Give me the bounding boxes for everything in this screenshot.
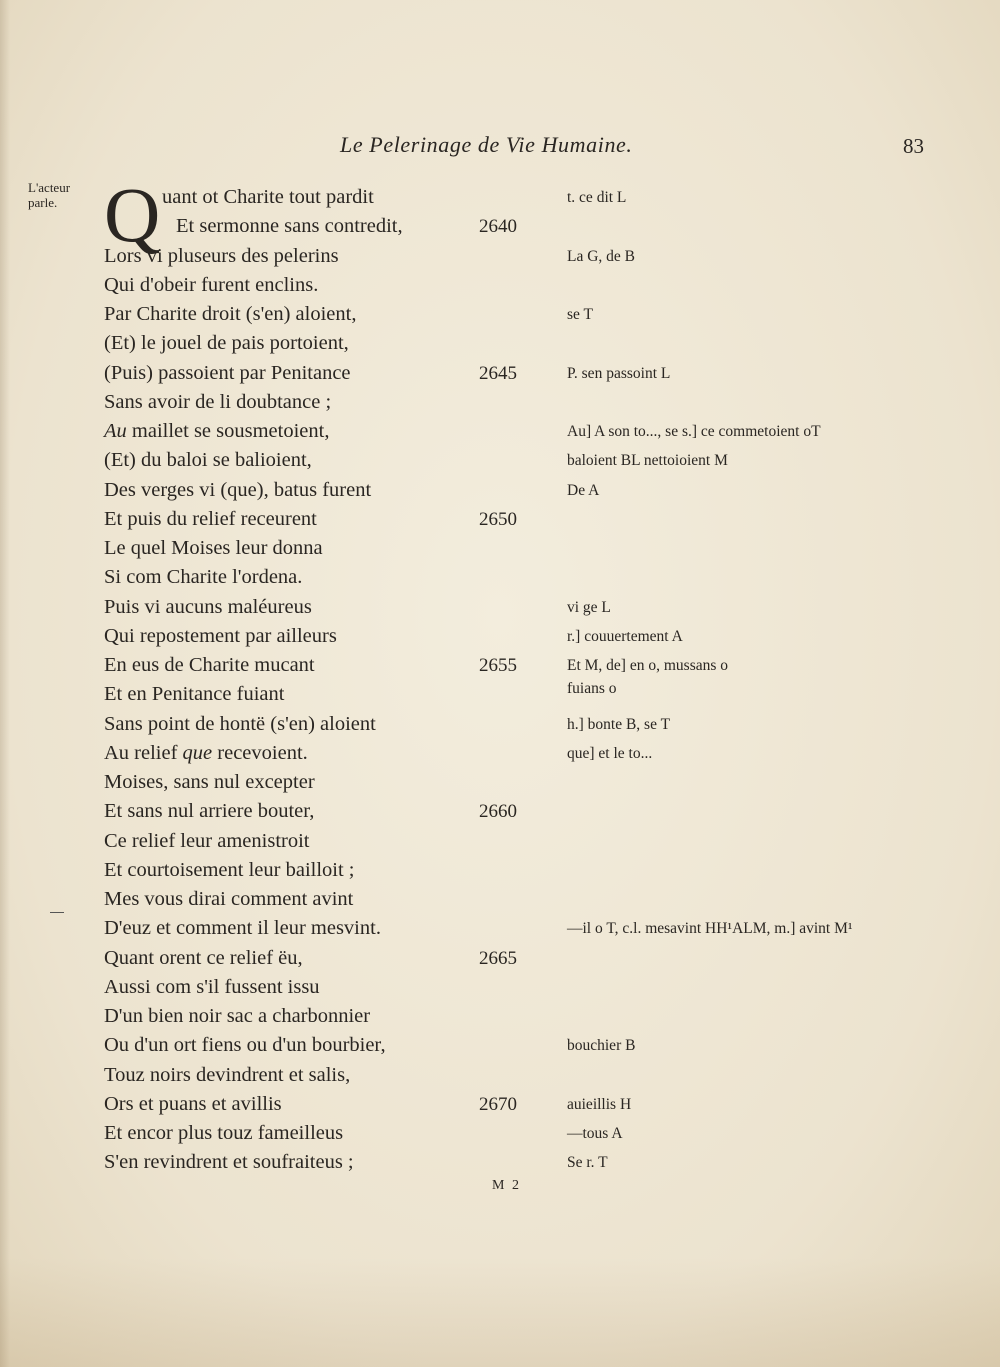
verse-line (0, 1061, 560, 1090)
verse-line (0, 388, 560, 417)
signature-mark: M 2 (492, 1178, 521, 1193)
page-number: 83 (903, 134, 924, 158)
verse-line (0, 797, 560, 826)
variant-reading: baloient BL nettoioient M (567, 452, 728, 470)
variant-reading: —tous A (567, 1125, 623, 1142)
verse-text: Touz noirs devindrent et salis, (104, 1063, 351, 1086)
verse-text: Sans avoir de li doubtance ; (104, 390, 332, 413)
verse-text: Et courtoisement leur bailloit ; (104, 858, 355, 881)
verse-text: Ce relief leur amenistroit (104, 829, 310, 852)
verse-line (0, 739, 560, 768)
page-bottom-stain (0, 1257, 1000, 1367)
variant-readings-column (567, 183, 987, 1178)
variant-reading: vi ge L (567, 598, 611, 616)
verse-line (0, 768, 560, 797)
verse-text: Mes vous dirai comment avint (104, 888, 354, 910)
drop-cap-initial: Q (104, 171, 161, 258)
variant-reading: —il o T, c.l. mesavint HH¹ALM, m.] avint M¹ (567, 920, 853, 938)
verse-line (0, 1002, 560, 1031)
verse-line (0, 680, 560, 709)
verse-text: Et sans nul arriere bouter, (104, 800, 315, 823)
marginal-note-line: parle. (28, 195, 58, 210)
verse-text: (Puis) passoient par Penitance (104, 361, 351, 384)
verse-line (0, 563, 560, 592)
verse-line (0, 885, 560, 914)
verse-line (0, 505, 560, 534)
verse-text: Par Charite droit (s'en) aloient, (104, 303, 357, 325)
verse-text: Au relief que recevoient. (104, 741, 308, 764)
line-number: 2655 (479, 655, 517, 676)
verse-line (0, 417, 560, 446)
verse-text: Ou d'un ort fiens ou d'un bourbier, (104, 1034, 386, 1057)
verse-line (0, 476, 560, 505)
line-number: 2660 (479, 801, 517, 823)
variant-reading: t. ce dit L (567, 189, 627, 206)
verse-text: En eus de Charite mucant (104, 654, 315, 676)
variant-reading: h.] bonte B, se T (567, 715, 671, 733)
verse-text: (Et) du baloi se balioient, (104, 449, 312, 472)
verse-text: Et encor plus touz fameilleus (104, 1122, 344, 1144)
verse-text: Des verges vi (que), batus furent (104, 478, 372, 501)
verse-line (0, 271, 560, 300)
line-number: 2650 (479, 508, 517, 530)
verse-text: Sans point de hontë (s'en) aloient (104, 712, 376, 735)
verse-text: Si com Charite l'ordena. (104, 566, 303, 589)
line-number: 2645 (479, 362, 517, 384)
variant-reading: se T (567, 306, 593, 323)
verse-line (0, 1119, 560, 1148)
italic-word: que (182, 741, 213, 764)
verse-line (0, 651, 560, 680)
verse-line (0, 827, 560, 856)
variant-reading: r.] couuertement A (567, 627, 683, 645)
verse-line (0, 622, 560, 651)
verse-text: Quant orent ce relief ëu, (104, 946, 303, 969)
verse-text: Puis vi aucuns maléureus (104, 595, 312, 618)
verse-line (0, 944, 560, 973)
line-number: 2640 (479, 216, 517, 238)
verse-text: D'euz et comment il leur mesvint. (104, 917, 381, 940)
verse-text: Lors vi pluseurs des pelerins (104, 244, 339, 267)
variant-reading: que] et le to... (567, 744, 653, 762)
verse-text: Aussi com s'il fussent issu (104, 975, 320, 998)
line-number: 2665 (479, 947, 517, 969)
variant-reading: fuians o (567, 680, 617, 698)
verse-text: uant ot Charite tout pardit (162, 186, 374, 208)
marginal-note-line: L'acteur (28, 180, 71, 195)
verse-text: Qui repostement par ailleurs (104, 624, 337, 647)
verse-line (0, 1148, 560, 1177)
verse-line (0, 446, 560, 475)
verse-line (0, 914, 560, 943)
verse-line (0, 183, 560, 212)
verse-line (0, 359, 560, 388)
verse-line (0, 534, 560, 563)
verse-line (0, 973, 560, 1002)
verse-text: Et sermonne sans contredit, (176, 215, 403, 238)
verse-text: Au maillet se sousmetoient, (104, 420, 330, 442)
verse-column (0, 183, 560, 1178)
verse-line (0, 593, 560, 622)
variant-reading: De A (567, 481, 600, 499)
verse-line (0, 212, 560, 241)
verse-text: S'en revindrent et soufraiteus ; (104, 1151, 354, 1174)
variant-reading: Se r. T (567, 1154, 608, 1172)
verse-text: D'un bien noir sac a charbonnier (104, 1005, 371, 1027)
verse-line (0, 242, 560, 271)
variant-reading: Et M, de] en o, mussans o (567, 657, 729, 674)
variant-reading: auieillis H (567, 1095, 632, 1113)
verse-line (0, 300, 560, 329)
variant-reading: Au] A son to..., se s.] ce commetoient oT (567, 423, 821, 440)
variant-reading: La G, de B (567, 247, 636, 265)
margin-dash-mark (50, 912, 64, 913)
verse-line (0, 329, 560, 358)
verse-text: Ors et puans et avillis (104, 1092, 282, 1115)
verse-line (0, 1031, 560, 1060)
verse-text: Et puis du relief receurent (104, 507, 317, 530)
variant-reading: bouchier B (567, 1037, 636, 1055)
italic-word: Au (104, 420, 127, 442)
line-number: 2670 (479, 1093, 517, 1115)
variant-reading: P. sen passoint L (567, 364, 671, 382)
verse-text: Le quel Moises leur donna (104, 537, 323, 559)
verse-line (0, 710, 560, 739)
verse-text: Et en Penitance fuiant (104, 683, 285, 706)
verse-text: Qui d'obeir furent enclins. (104, 273, 319, 296)
verse-line (0, 1090, 560, 1119)
verse-line (0, 856, 560, 885)
verse-text: (Et) le jouel de pais portoient, (104, 332, 349, 355)
running-title: Le Pelerinage de Vie Humaine. (340, 132, 633, 157)
verse-text: Moises, sans nul excepter (104, 771, 315, 793)
